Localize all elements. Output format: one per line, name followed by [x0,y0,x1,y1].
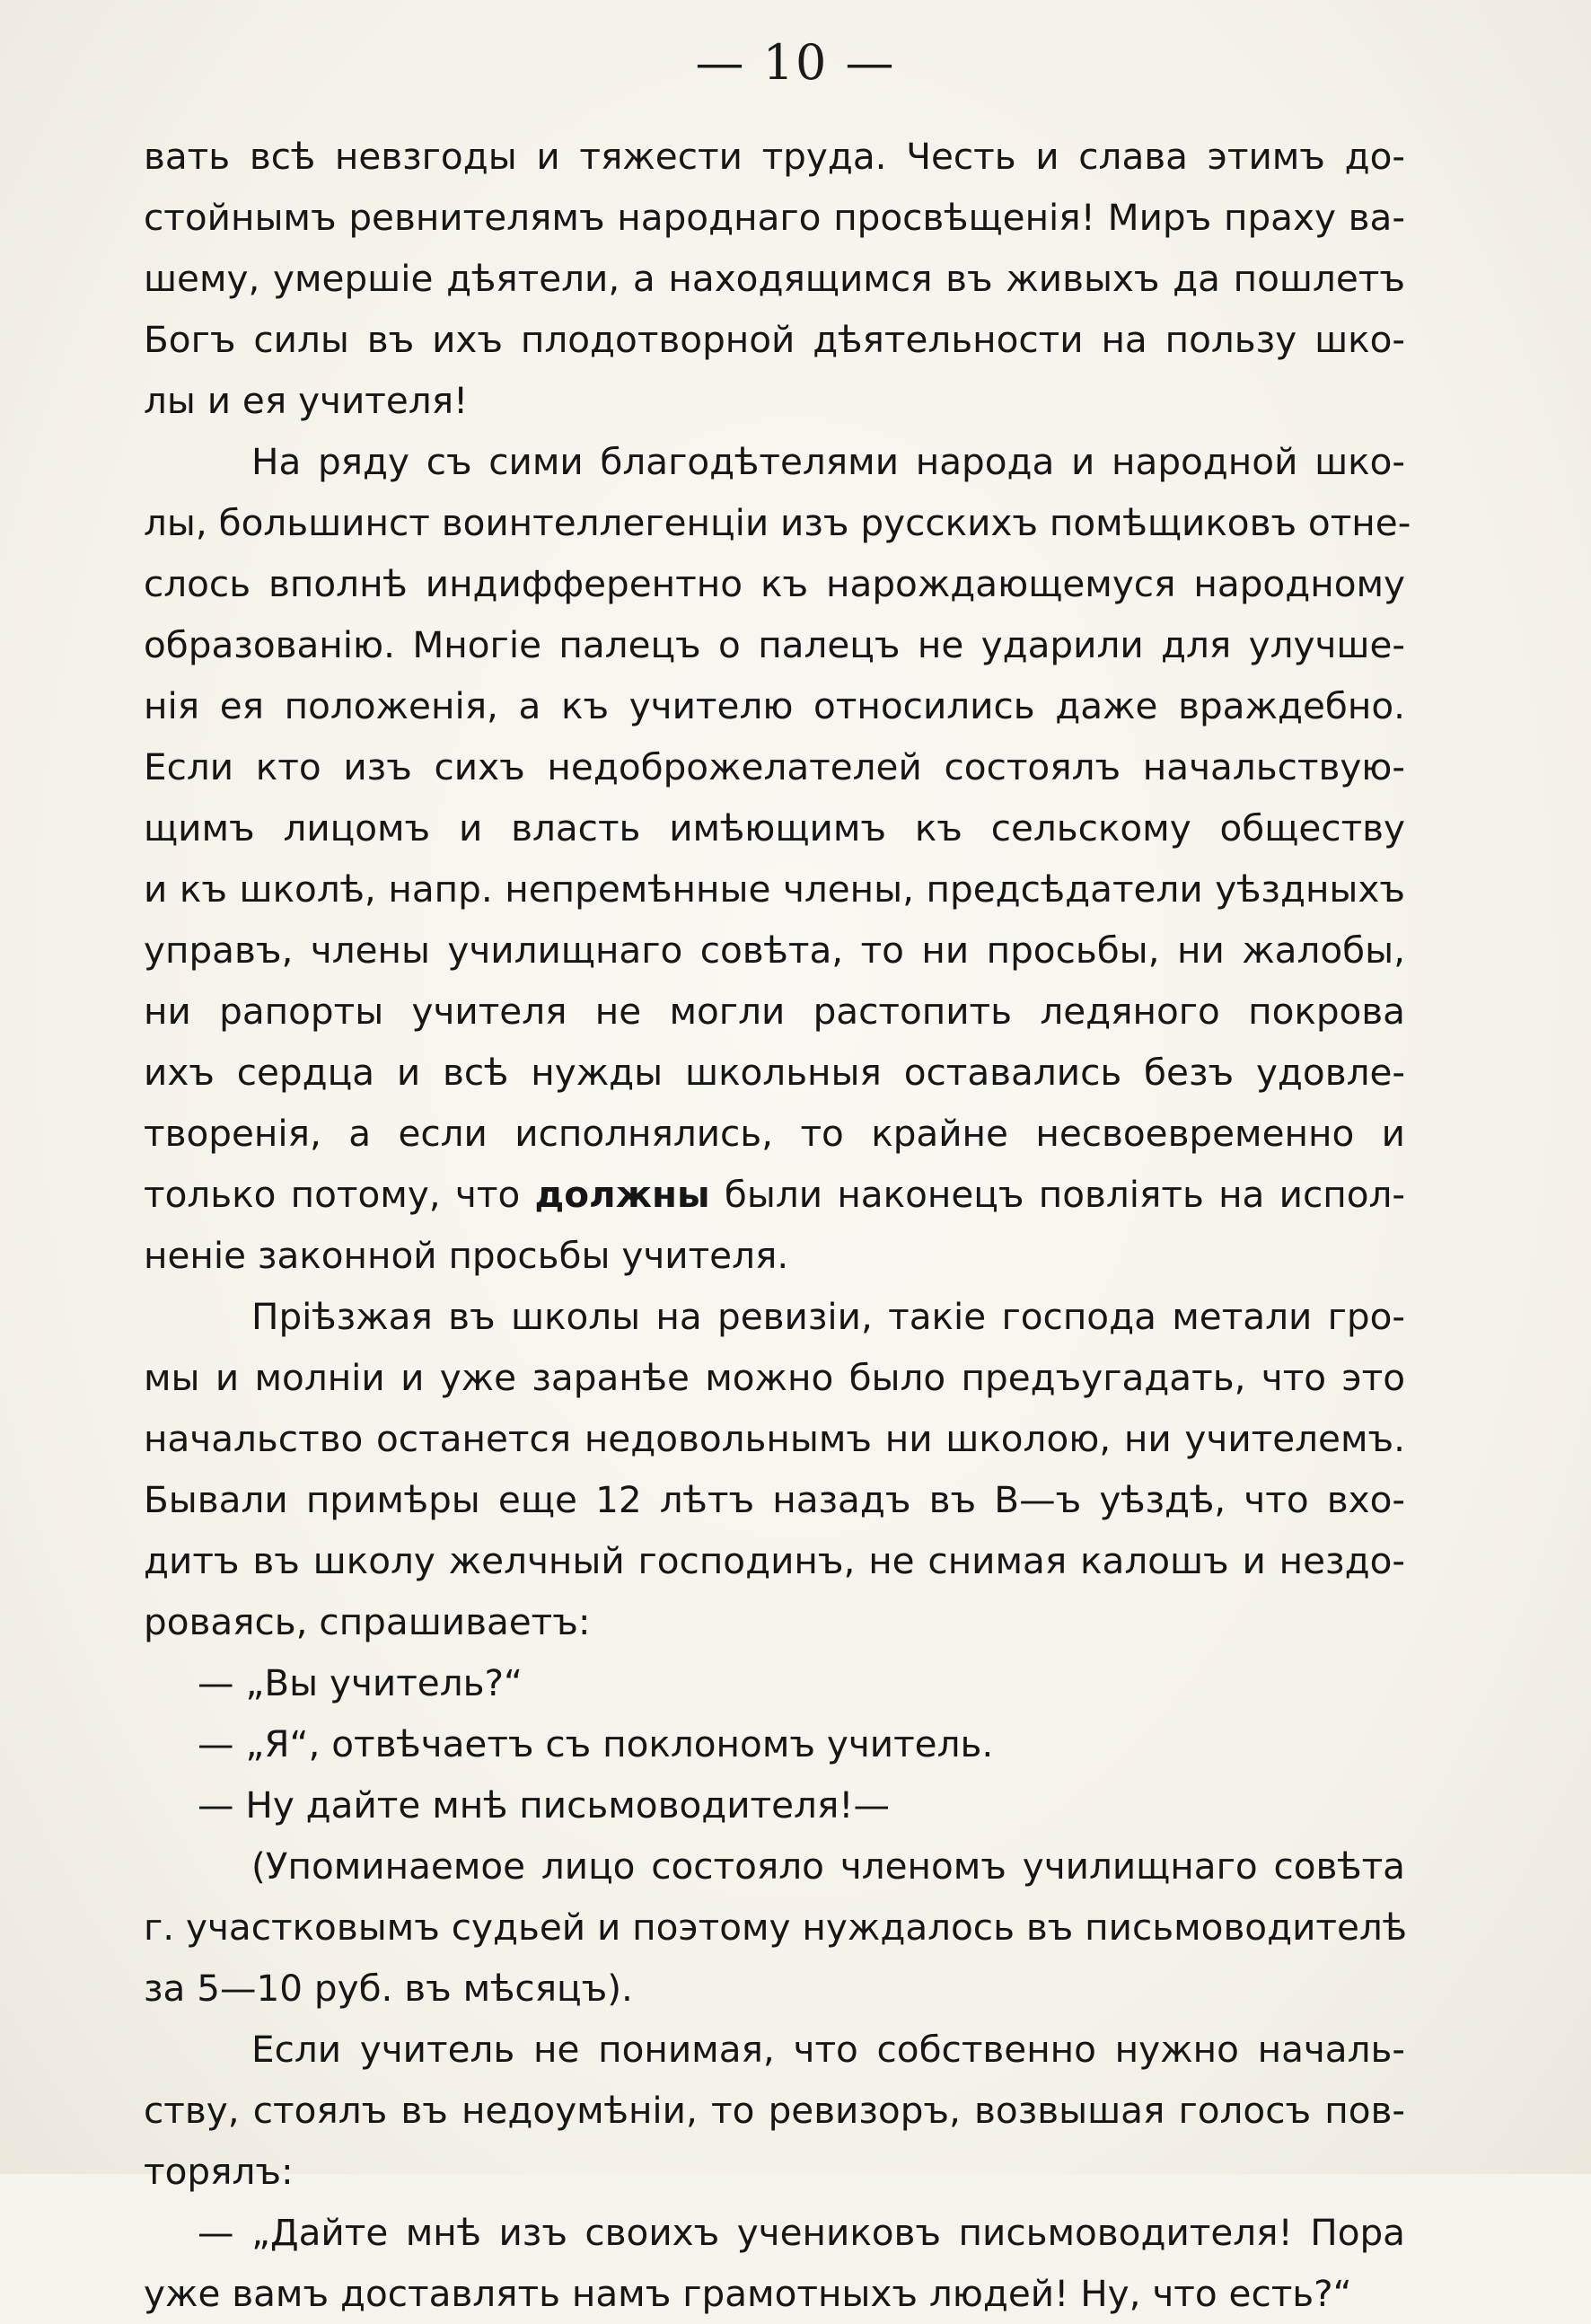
text-line: стойнымъ ревнителямъ народнаго просвѣщенія! Миръ праху ва- [144,196,1405,239]
text-line: творенія, а если исполнялись, то крайне несвоевременно и [144,1112,1405,1155]
text-line: ству, стоялъ въ недоумѣніи, то ревизоръ, возвышая голосъ пов- [144,2089,1405,2132]
text-line: лы и ея учителя! [144,379,469,422]
text-line: образованію. Многіе палецъ о палецъ не ударили для улучше- [144,623,1405,666]
text-line: г. участковымъ судьей и поэтому нуждалось въ письмоводителѣ [144,1906,1408,1949]
dialogue-block [144,1652,1405,1835]
page-number: — 10 — [695,34,896,91]
text-line: шему, умершіе дѣятели, а находящимся въ живыхъ да пошлетъ [144,257,1405,300]
text-line: управъ, члены училищнаго совѣта, то ни просьбы, ни жалобы, [144,929,1405,972]
text-line: торялъ: [144,2150,294,2193]
text-line: роваясь, спрашиваетъ: [144,1600,591,1643]
text-line: за 5—10 руб. въ мѣсяцъ). [144,1967,633,2010]
dialogue-line: — Ну дайте мнѣ письмоводителя!— [198,1783,891,1827]
text-line: — „Дайте мнѣ изъ своихъ учениковъ письмоводителя! Пора [198,2211,1405,2254]
paragraph [144,431,1411,1286]
text-line: уже вамъ доставлять намъ грамотныхъ людей! Ну, что есть?“ [144,2272,1352,2315]
text-line: На ряду съ сими благодѣтелями народа и народной шко- [251,440,1405,483]
text-fragment: только потому, что [144,1173,535,1216]
dialogue-line: — „Вы учитель?“ [198,1661,523,1704]
text-line: Бывали примѣры еще 12 лѣтъ назадъ въ В—ъ уѣздѣ, что вхо- [144,1478,1405,1521]
text-line: Если кто изъ сихъ недоброжелателей состоялъ начальствую- [144,745,1405,788]
text-line: нія ея положенія, а къ учителю относились даже враждебно. [144,684,1405,727]
dialogue-line: — „Я“, отвѣчаетъ съ поклономъ учитель. [198,1722,994,1765]
text-line: Пріѣзжая въ школы на ревизіи, такіе господа метали гро- [251,1295,1405,1338]
paragraph [144,126,1405,431]
paragraph [144,2019,1405,2202]
bold-word: должны [534,1173,710,1216]
text-line: (Упоминаемое лицо состояло членомъ училищнаго совѣта [251,1844,1405,1888]
paragraph [144,2202,1405,2324]
text-line [144,1164,1405,1225]
text-line: лы, большинст воинтеллегенціи изъ русскихъ помѣщиковъ отне- [144,501,1411,544]
text-line: неніе законной просьбы учителя. [144,1234,789,1277]
text-line: ни рапорты учителя не могли растопить ледяного покрова [144,990,1405,1033]
paragraph [144,1286,1405,1652]
text-line: дитъ въ школу желчный господинъ, не снимая калошъ и нездо- [144,1539,1405,1582]
text-line: слось вполнѣ индифферентно къ нарождающемуся народному [144,562,1405,605]
text-line: вать всѣ невзгоды и тяжести труда. Честь и слава этимъ до- [144,135,1405,178]
text-line: Богъ силы въ ихъ плодотворной дѣятельности на пользу шко- [144,318,1405,361]
text-line: и къ школѣ, напр. непремѣнные члены, предсѣдатели уѣздныхъ [144,867,1405,911]
text-line: Если учитель не понимая, что собственно нужно началь- [251,2028,1405,2071]
text-line: щимъ лицомъ и власть имѣющимъ къ сельскому обществу [144,806,1405,849]
text-line: ихъ сердца и всѣ нужды школьныя оставались безъ удовле- [144,1051,1405,1094]
paragraph [144,1835,1408,2019]
text-line: мы и молніи и уже заранѣе можно было предъугадать, что это [144,1356,1405,1399]
text-fragment: были наконецъ повліять на испол- [709,1173,1405,1216]
page-body-text [144,126,1411,2324]
text-line: начальство останется недовольнымъ ни школою, ни учителемъ. [144,1417,1405,1460]
